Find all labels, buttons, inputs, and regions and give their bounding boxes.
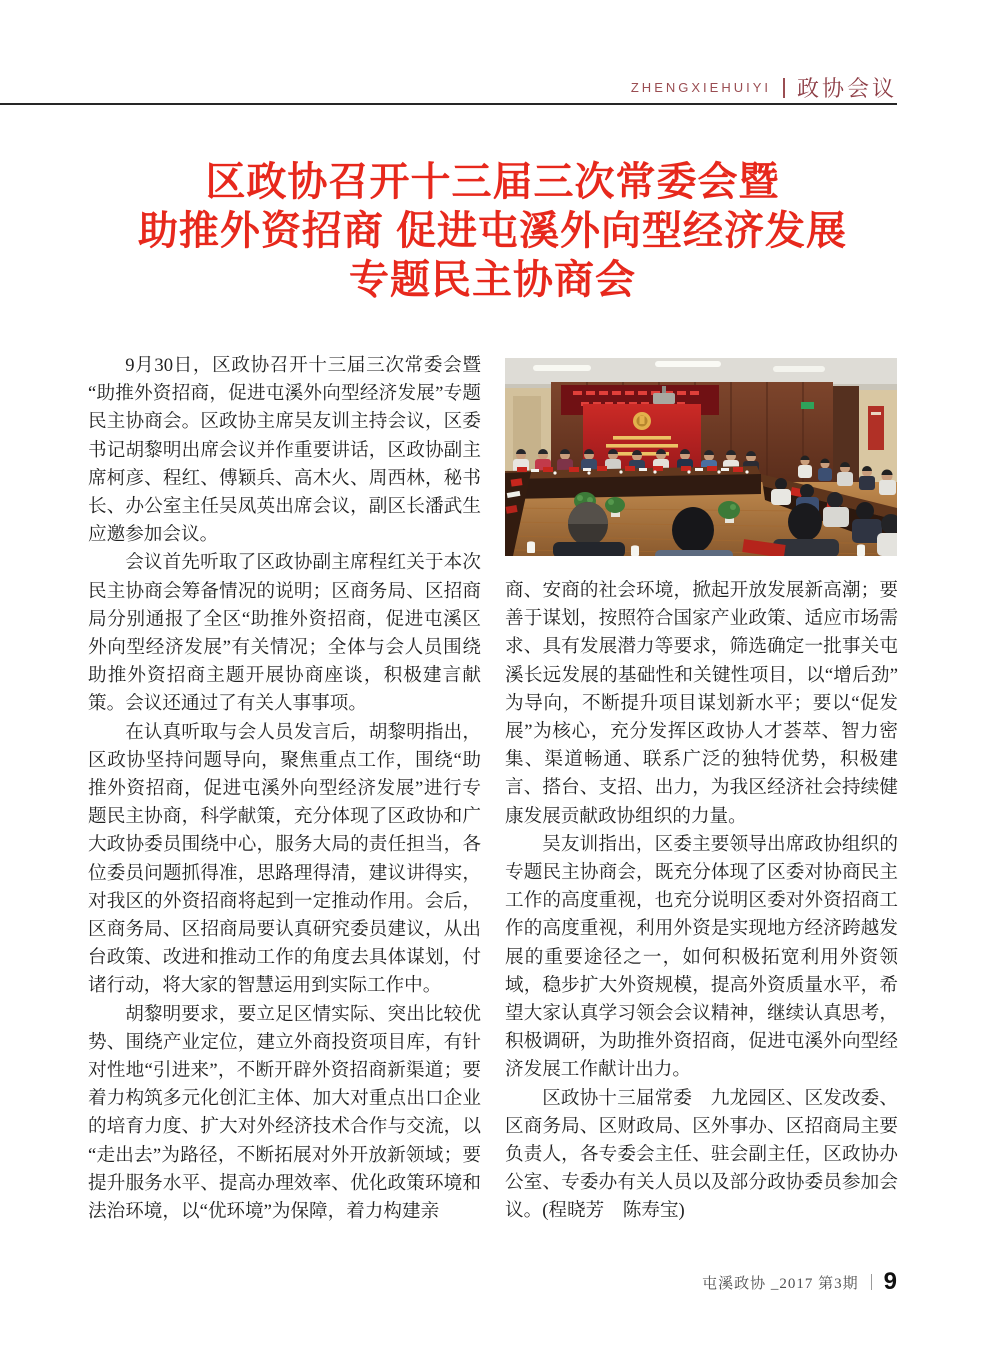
header-section-title: 政协会议 xyxy=(796,76,897,101)
header-rule xyxy=(0,103,897,105)
page-header xyxy=(631,72,897,103)
article-paragraph: 商、安商的社会环境，掀起开放发展新高潮；要善于谋划，按照符合国家产业政策、适应市场需求、具有发展潜力等要求，筛选确定一批事关屯溪长远发展的基础性和关键性项目，以“增后劲”为导向，不断提升项目谋划新水平；要以“促发展”为核心，充分发挥区政协人才荟萃、智力密集、渠道畅通、联系广泛的独特优势，积极建言、搭台、支招、出力，为我区经济社会持续健康发展贡献政协组织的力量。 xyxy=(505,580,898,827)
article-paragraph: 吴友训指出，区委主要领导出席政协组织的专题民主协商会，既充分体现了区委对协商民主工作的高度重视，也充分说明区委对外资招商工作的高度重视，利用外资是实现地方经济跨越发展的重要途径之一，如何积极拓宽利用外资领域，稳步扩大外资规模，提高外资质量水平，希望大家认真学习领会会议精神，继续认真思考，积极调研，为助推外资招商，促进屯溪外向型经济发展工作献计出力。 xyxy=(505,833,898,1081)
photo-foreground-attendees xyxy=(553,502,839,556)
article-paragraph: 胡黎明要求，要立足区情实际、突出比较优势、围绕产业定位，建立外商投资项目库，有针对性地“引进来”，不断开辟外资招商新渠道；要着力构筑多元化创汇主体、加大对重点出口企业的培育力度、扩大对外经济技术合作与交流，以“走出去”为路径，不断拓展对外开放新领域；要提升服务水平、提高办理效率、优化政策环境和法治环境，以“优环境”为保障，着力构建亲 xyxy=(88,1003,481,1223)
article-column-left xyxy=(88,352,481,1226)
photo-cppcc-emblem xyxy=(633,412,651,430)
article-title xyxy=(88,158,897,305)
article-title-line-2: 助推外资招商 促进屯溪外向型经济发展 xyxy=(137,209,848,253)
article-column-right xyxy=(505,577,898,1226)
page-footer xyxy=(702,1268,897,1296)
article-paragraph: 在认真听取与会人员发言后，胡黎明指出，区政协坚持问题导向，聚焦重点工作，围绕“助推外资招商，促进屯溪外向型经济发展”进行专题民主协商，科学献策，充分体现了区政协和广大政协委员围绕中心，服务大局的责任担当，各位委员问题抓得准，思路理得清，建议讲得实，对我区的外资招商将起到一定推动作用。会后，区商务局、区招商局要认真研究委员建议，从出台政策、改进和推动工作的角度去具体谋划，付诸行动，将大家的智慧运用到实际工作中。 xyxy=(88,721,481,997)
header-separator-bar xyxy=(783,78,785,98)
photo-conference-table xyxy=(505,466,761,499)
article-title-line-1: 区政协召开十三届三次常委会暨 xyxy=(205,160,780,204)
footer-page-number: 9 xyxy=(883,1268,897,1295)
footer-journal-issue: 屯溪政协 _2017 第3期 xyxy=(702,1275,859,1292)
article-paragraph: 9月30日，区政协召开十三届三次常委会暨“助推外资招商，促进屯溪外向型经济发展”专题民主协商会。区政协主席吴友训主持会议，区委书记胡黎明出席会议并作重要讲话，区政协副主席柯彦、程红、傅颖兵、高木火、周西林，秘书长、办公室主任吴凤英出席会议，副区长潘武生应邀参加会议。 xyxy=(88,355,481,546)
exit-sign xyxy=(801,402,814,409)
article-paragraph: 会议首先听取了区政协副主席程红关于本次民主协商会筹备情况的说明；区商务局、区招商局分别通报了全区“助推外资招商，促进屯溪区外向型经济发展”有关情况；全体与会人员围绕助推外资招商主题开展协商座谈，积极建言献策。会议还通过了有关人事事项。 xyxy=(88,552,481,715)
header-pinyin: ZHENGXIEHUIYI xyxy=(630,80,771,95)
article-title-line-3: 专题民主协商会 xyxy=(349,258,636,302)
article-paragraph: 区政协十三届常委 九龙园区、区发改委、区商务局、区财政局、区外事办、区招商局主要负责人，各专委会主任、驻会副主任，区政协办公室、专委办有关人员以及部分政协委员参加会议。(程晓芳 陈寿宝) xyxy=(505,1087,898,1222)
article-photo xyxy=(505,358,897,556)
meeting-photo-illustration xyxy=(505,358,897,556)
footer-separator-bar xyxy=(871,1274,872,1290)
